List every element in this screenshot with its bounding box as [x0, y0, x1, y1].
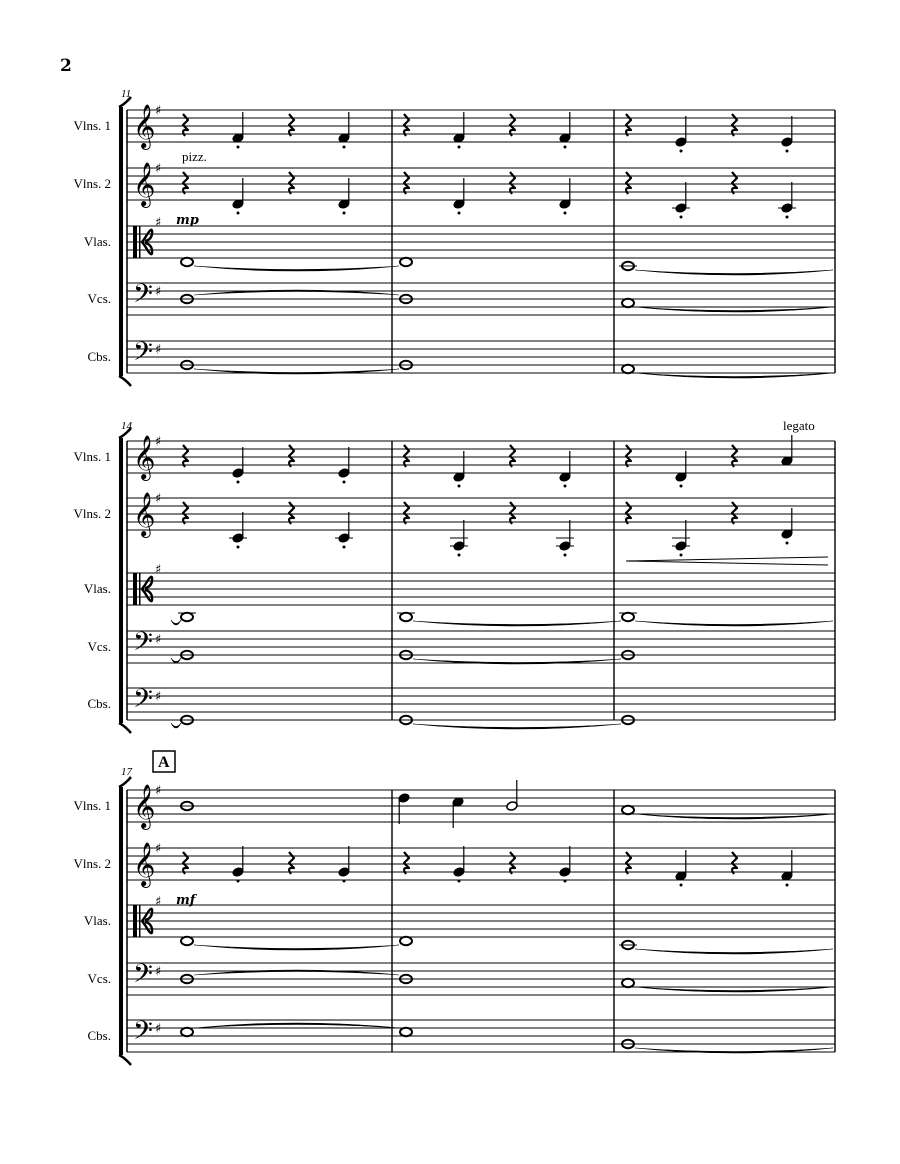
staccato-dot: [564, 554, 567, 557]
quarter-rest: [183, 852, 188, 874]
staccato-dot: [786, 216, 789, 219]
quarter-rest: [732, 172, 737, 194]
staccato-dot: [786, 542, 789, 545]
quarter-rest: [626, 852, 631, 874]
whole-note: [622, 979, 634, 987]
whole-note: [622, 806, 634, 814]
key-signature-sharp: ♯: [155, 161, 162, 177]
whole-note: [622, 613, 634, 621]
tie: [635, 621, 833, 626]
staff-treble: [73, 418, 835, 488]
tie: [635, 814, 833, 819]
instrument-label: Vlns. 1: [73, 798, 111, 813]
quarter-rest: [183, 114, 188, 136]
key-signature-sharp: ♯: [155, 562, 162, 578]
staccato-dot: [680, 485, 683, 488]
alto-clef-icon: [133, 905, 137, 937]
staccato-dot: [458, 212, 461, 215]
treble-clef-icon: 𝄞: [133, 842, 156, 886]
key-signature-sharp: ♯: [155, 434, 162, 450]
quarter-rest: [183, 172, 188, 194]
quarter-rest: [289, 445, 294, 467]
quarter-rest: [404, 445, 409, 467]
quarter-rest: [404, 114, 409, 136]
staff-bass: [88, 337, 835, 378]
staccato-dot: [680, 216, 683, 219]
instrument-label: Cbs.: [87, 1028, 111, 1043]
staccato-dot: [564, 212, 567, 215]
tie: [635, 270, 833, 275]
key-signature-sharp: ♯: [155, 284, 162, 300]
quarter-rest: [289, 172, 294, 194]
key-signature-sharp: ♯: [155, 894, 162, 910]
measure-number: 11: [121, 88, 132, 100]
key-signature-sharp: ♯: [155, 841, 162, 857]
bass-clef-icon: 𝄢: [133, 1016, 153, 1052]
system-2: [73, 418, 835, 733]
quarter-rest: [289, 114, 294, 136]
staccato-dot: [786, 150, 789, 153]
staccato-dot: [680, 150, 683, 153]
staccato-dot: [237, 212, 240, 215]
quarter-rest: [626, 114, 631, 136]
bass-clef-icon: 𝄢: [133, 684, 153, 720]
alto-clef-icon: [133, 573, 137, 605]
quarter-rest: [626, 445, 631, 467]
whole-note: [622, 299, 634, 307]
whole-note: [181, 1028, 193, 1036]
key-signature-sharp: ♯: [155, 632, 162, 648]
tie: [171, 723, 181, 728]
quarter-rest: [510, 502, 515, 524]
whole-note: [181, 937, 193, 945]
staccato-dot: [458, 554, 461, 557]
whole-note: [622, 365, 634, 373]
quarter-rest: [289, 502, 294, 524]
crescendo-hairpin: [626, 557, 828, 565]
system-bracket: [119, 107, 123, 376]
treble-clef-icon: 𝄞: [133, 435, 156, 479]
quarter-rest: [626, 502, 631, 524]
tie: [171, 658, 181, 663]
quarter-rest: [404, 852, 409, 874]
whole-note: [400, 258, 412, 266]
staff-bass: [88, 684, 835, 729]
key-signature-sharp: ♯: [155, 689, 162, 705]
bracket-bottom-hook: [119, 1055, 131, 1065]
staccato-dot: [237, 880, 240, 883]
staccato-dot: [343, 880, 346, 883]
quarter-rest: [510, 114, 515, 136]
quarter-rest: [510, 445, 515, 467]
quarter-rest: [289, 852, 294, 874]
staccato-dot: [458, 880, 461, 883]
key-signature-sharp: ♯: [155, 964, 162, 980]
instrument-label: Vlns. 2: [73, 506, 111, 521]
quarter-rest: [510, 852, 515, 874]
quarter-rest: [732, 852, 737, 874]
instrument-label: Vlns. 2: [73, 856, 111, 871]
staccato-dot: [237, 146, 240, 149]
system-1: [73, 88, 835, 386]
instrument-label: Vlas.: [83, 913, 111, 928]
quarter-rest: [183, 502, 188, 524]
treble-clef-icon: 𝄞: [133, 162, 156, 206]
bracket-bottom-hook: [119, 376, 131, 386]
staff-bass: [88, 959, 835, 995]
key-signature-sharp: ♯: [155, 1021, 162, 1037]
quarter-rest: [404, 172, 409, 194]
instrument-label: Cbs.: [87, 696, 111, 711]
bass-clef-icon: 𝄢: [133, 627, 153, 663]
staccato-dot: [343, 146, 346, 149]
tie: [413, 621, 621, 626]
staff-bass: [88, 627, 835, 664]
staff-bass: [88, 279, 835, 315]
staff-treble: [73, 492, 835, 557]
whole-note: [181, 613, 193, 621]
staff-alto: [84, 895, 835, 955]
whole-note: [400, 613, 412, 621]
tie: [635, 373, 833, 378]
bracket-bottom-hook: [119, 723, 131, 733]
instrument-label: Vcs.: [87, 291, 111, 306]
expression-text: legato: [783, 418, 815, 433]
key-signature-sharp: ♯: [155, 783, 162, 799]
staccato-dot: [564, 146, 567, 149]
staccato-dot: [458, 485, 461, 488]
quarter-rest: [183, 445, 188, 467]
tie: [413, 724, 621, 729]
quarter-rest: [626, 172, 631, 194]
whole-note: [181, 258, 193, 266]
alto-clef-icon: [139, 573, 141, 605]
instrument-label: Vlns. 1: [73, 449, 111, 464]
tie: [635, 949, 833, 954]
measure-number: 14: [121, 420, 132, 432]
key-signature-sharp: ♯: [155, 103, 162, 119]
quarter-rest: [732, 502, 737, 524]
key-signature-sharp: ♯: [155, 215, 162, 231]
tie: [194, 1023, 399, 1028]
whole-note: [400, 937, 412, 945]
staff-treble: [73, 104, 835, 153]
system-3: [73, 751, 835, 1065]
staccato-dot: [343, 481, 346, 484]
staccato-dot: [237, 546, 240, 549]
staccato-dot: [680, 884, 683, 887]
tie: [635, 307, 833, 312]
bass-clef-icon: 𝄢: [133, 959, 153, 995]
dynamic-marking: mp: [176, 213, 199, 228]
rehearsal-mark: A: [158, 754, 170, 771]
staccato-dot: [237, 481, 240, 484]
measure-number: 17: [121, 766, 132, 778]
instrument-label: Vlas.: [83, 234, 111, 249]
staff-treble: [73, 149, 835, 228]
key-signature-sharp: ♯: [155, 491, 162, 507]
instrument-label: Vlns. 2: [73, 176, 111, 191]
staff-treble: [73, 842, 835, 909]
technique-text: pizz.: [182, 149, 207, 164]
staccato-dot: [458, 146, 461, 149]
bass-clef-icon: 𝄢: [133, 279, 153, 315]
tie: [171, 620, 181, 625]
system-bracket: [119, 787, 123, 1055]
quarter-rest: [732, 445, 737, 467]
instrument-label: Cbs.: [87, 349, 111, 364]
instrument-label: Vlns. 1: [73, 118, 111, 133]
tie: [194, 945, 399, 950]
staccato-dot: [343, 546, 346, 549]
quarter-rest: [510, 172, 515, 194]
staccato-dot: [564, 880, 567, 883]
treble-clef-icon: 𝄞: [133, 104, 156, 148]
instrument-label: Vcs.: [87, 971, 111, 986]
alto-clef-icon: [139, 905, 141, 937]
alto-clef-icon: [133, 226, 137, 258]
system-bracket: [119, 438, 123, 723]
quarter-rest: [732, 114, 737, 136]
staccato-dot: [564, 485, 567, 488]
page-number: 2: [60, 56, 72, 76]
whole-note: [400, 1028, 412, 1036]
tie: [194, 266, 399, 271]
tie: [635, 987, 833, 992]
key-signature-sharp: ♯: [155, 342, 162, 358]
staccato-dot: [343, 212, 346, 215]
dynamic-marking: mf: [176, 893, 196, 908]
treble-clef-icon: 𝄞: [133, 784, 156, 828]
bracket-top-hook: [119, 777, 131, 787]
quarter-rest: [404, 502, 409, 524]
bass-clef-icon: 𝄢: [133, 337, 153, 373]
staff-treble: [73, 780, 835, 830]
staff-bass: [88, 1016, 835, 1053]
instrument-label: Vlas.: [83, 581, 111, 596]
instrument-label: Vcs.: [87, 639, 111, 654]
staff-alto: [84, 563, 835, 627]
alto-clef-icon: [139, 226, 141, 258]
staccato-dot: [786, 884, 789, 887]
treble-clef-icon: 𝄞: [133, 492, 156, 536]
staccato-dot: [680, 554, 683, 557]
